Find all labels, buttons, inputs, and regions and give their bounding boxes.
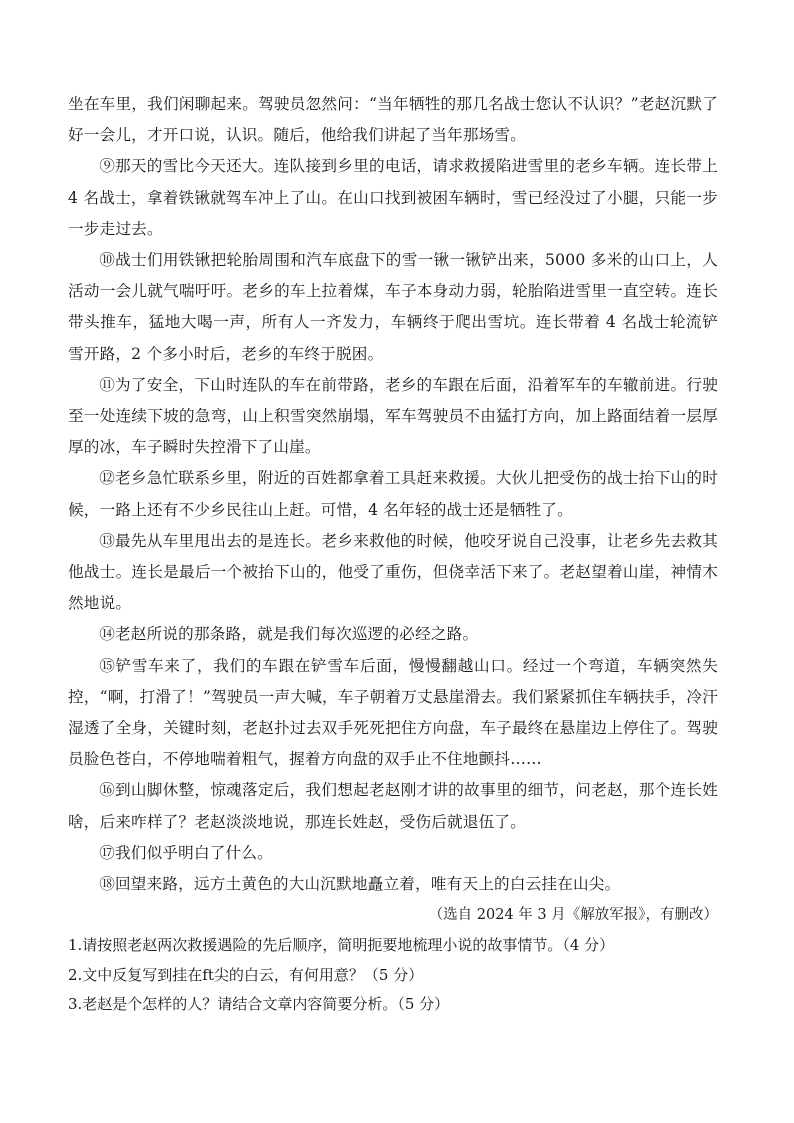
- paragraph-18: ⑱回望来路，远方土黄色的大山沉默地矗立着，唯有天上的白云挂在山尖。: [99, 875, 621, 894]
- paragraph-intro: 坐在车里，我们闲聊起来。驾驶员忽然问：“当年牺牲的那几名战士您认不认识？”老赵沉默了好一会儿，才开口说，认识。随后，他给我们讲起了当年那场雪。: [68, 95, 718, 145]
- paragraph-16: ⑯到山脚休整，惊魂落定后，我们想起老赵刚才讲的故事里的细节，问老赵，那个连长姓啥，后来咋样了？老赵淡淡地说，那连长姓赵，受伤后就退伍了。: [68, 781, 718, 831]
- paragraph-15: ⑮铲雪车来了，我们的车跟在铲雪车后面，慢慢翻越山口。经过一个弯道，车辆突然失控，“啊，打滑了！”驾驶员一声大喊，车子朝着万丈悬崖滑去。我们紧紧抓住车辆扶手，冷汗湿透了全身，关键时刻，老赵扑过去双手死死把住方向盘，车子最终在悬崖边上停住了。驾驶员脸色苍白，不停地喘着粗气，握着方向盘的双手止不住地颤抖……: [68, 656, 718, 769]
- paragraph-11: ⑪为了安全，下山时连队的车在前带路，老乡的车跟在后面，沿着军车的车辙前进。行驶至一处连续下坡的急弯，山上积雪突然崩塌，军车驾驶员不由猛打方向，加上路面结着一层厚厚的冰，车子瞬时失控滑下了山崖。: [68, 375, 718, 457]
- question-2: 2.文中反复写到挂在ft尖的白云，有何用意？（5 分）: [68, 965, 424, 984]
- paragraph-14: ⑭老赵所说的那条路，就是我们每次巡逻的必经之路。: [99, 625, 479, 644]
- question-3: 3.老赵是个怎样的人？请结合文章内容简要分析。（5 分）: [68, 995, 450, 1014]
- document-body: [68, 89, 718, 1020]
- paragraph-17: ⑰我们似乎明白了什么。: [99, 843, 273, 862]
- question-1: 1.请按照老赵两次救援遇险的先后顺序，简明扼要地梳理小说的故事情节。（4 分）: [68, 936, 615, 955]
- paragraph-13: ⑬最先从车里甩出去的是连长。老乡来救他的时候，他咬牙说自己没事，让老乡先去救其他战士。连长是最后一个被抬下山的，他受了重伤，但侥幸活下来了。老赵望着山崖，神情木然地说。: [68, 531, 718, 613]
- paragraph-12: ⑫老乡急忙联系乡里，附近的百姓都拿着工具赶来救援。大伙儿把受伤的战士抬下山的时候，一路上还有不少乡民往山上赶。可惜，4 名年轻的战士还是牺牲了。: [68, 469, 718, 519]
- paragraph-10: ⑩战士们用铁锹把轮胎周围和汽车底盘下的雪一锹一锹铲出来，5000 多米的山口上，人活动一会儿就气喘吁吁。老乡的车上拉着煤，车子本身动力弱，轮胎陷进雪里一直空转。连长带头推车，猛地大喝一声，所有人一齐发力，车辆终于爬出雪坑。连长带着 4 名战士轮流铲雪开路，2 个多小时后，老乡的车终于脱困。: [68, 251, 718, 363]
- source-citation: （选自 2024 年 3 月《解放军报》，有删改）: [428, 907, 718, 924]
- paragraph-9: ⑨那天的雪比今天还大。连队接到乡里的电话，请求救援陷进雪里的老乡车辆。连长带上 4 名战士，拿着铁锹就驾车冲上了山。在山口找到被困车辆时，雪已经没过了小腿，只能一步一步走过去。: [68, 157, 718, 238]
